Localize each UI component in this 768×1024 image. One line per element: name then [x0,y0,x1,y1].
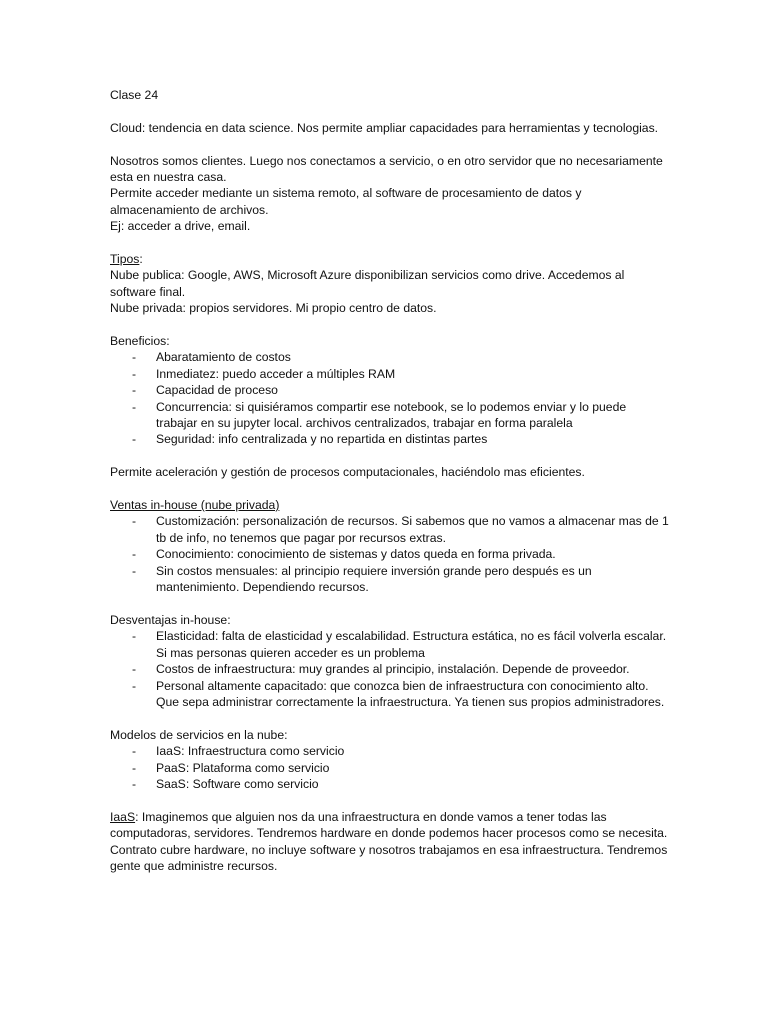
list-item: - Elasticidad: falta de elasticidad y escalabilidad. Estructura estática, no es fácil volverla escalar. Si mas personas quieren acceder es un problema [110,628,670,661]
iaas-text: : Imaginemos que alguien nos da una infraestructura en donde vamos a tener todas las computadoras, servidores. Tendremos hardware en donde podemos hacer procesos como se necesita. Contrato cubre hardware, no incluye software y nosotros trabajamos en esa infraestructura. Tendremos gente que administre recursos. [110,809,668,873]
modelos-list [110,743,670,792]
tipos-heading: Tipos [110,252,140,267]
iaas-paragraph [110,809,670,875]
list-item: - Abaratamiento de costos [110,349,670,365]
desventajas-heading: Desventajas in-house: [110,612,231,627]
beneficios-list [110,349,670,447]
spacer [110,710,670,726]
list-item: - Customización: personalización de recursos. Si sabemos que no vamos a almacenar mas de 1 tb de info, no tenemos que pagar por recursos extras. [110,513,670,546]
document-body [110,87,670,874]
tipos-line: Nube publica: Google, AWS, Microsoft Azure disponibilizan servicios como drive. Accedemos al software final. [110,268,625,299]
spacer [110,317,670,333]
list-item: - Costos de infraestructura: muy grandes al principio, instalación. Depende de proveedor. [110,661,670,677]
list-item: - Sin costos mensuales: al principio requiere inversión grande pero después es un mantenimiento. Dependiendo recursos. [110,563,670,596]
tipos-colon: : [139,252,143,267]
list-item: - IaaS: Infraestructura como servicio [110,743,670,759]
spacer [110,792,670,808]
modelos-heading: Modelos de servicios en la nube: [110,727,288,742]
spacer [110,235,670,251]
spacer [110,596,670,612]
list-item: - Inmediatez: puedo acceder a múltiples RAM [110,366,670,382]
intro-paragraph: Permite acceder mediante un sistema remoto, al software de procesamiento de datos y almacenamiento de archivos. [110,186,582,217]
spacer [110,103,670,119]
iaas-label: IaaS [110,809,136,824]
list-item: - SaaS: Software como servicio [110,776,670,792]
intro-paragraph: Cloud: tendencia en data science. Nos permite ampliar capacidades para herramientas y tecnologias. [110,120,659,135]
spacer [110,448,670,464]
ventajas-heading: Ventas in-house (nube privada) [110,498,280,513]
ventajas-list [110,513,670,595]
spacer [110,136,670,152]
list-item: - Seguridad: info centralizada y no repartida en distintas partes [110,431,670,447]
intro-paragraph: Ej: acceder a drive, email. [110,219,251,234]
spacer [110,481,670,497]
intro-paragraph: Nosotros somos clientes. Luego nos conectamos a servicio, o en otro servidor que no necesariamente esta en nuestra casa. [110,153,663,184]
tipos-heading-line [110,251,670,267]
list-item: - Capacidad de proceso [110,382,670,398]
list-item: - Personal altamente capacitado: que conozca bien de infraestructura con conocimiento alto. Que sepa administrar correctamente la infraestructura. Ya tienen sus propios administradores. [110,678,670,711]
tipos-line: Nube privada: propios servidores. Mi propio centro de datos. [110,301,437,316]
desventajas-list [110,628,670,710]
list-item: - Conocimiento: conocimiento de sistemas y datos queda en forma privada. [110,546,670,562]
document-title: Clase 24 [110,88,159,102]
list-item: - PaaS: Plataforma como servicio [110,760,670,776]
aceleracion-paragraph: Permite aceleración y gestión de procesos computacionales, haciéndolo mas eficientes. [110,465,585,480]
list-item: - Concurrencia: si quisiéramos compartir ese notebook, se lo podemos enviar y lo puede trabajar en su jupyter local. archivos centralizados, trabajar en forma paralela [110,399,670,432]
beneficios-heading: Beneficios: [110,334,170,349]
